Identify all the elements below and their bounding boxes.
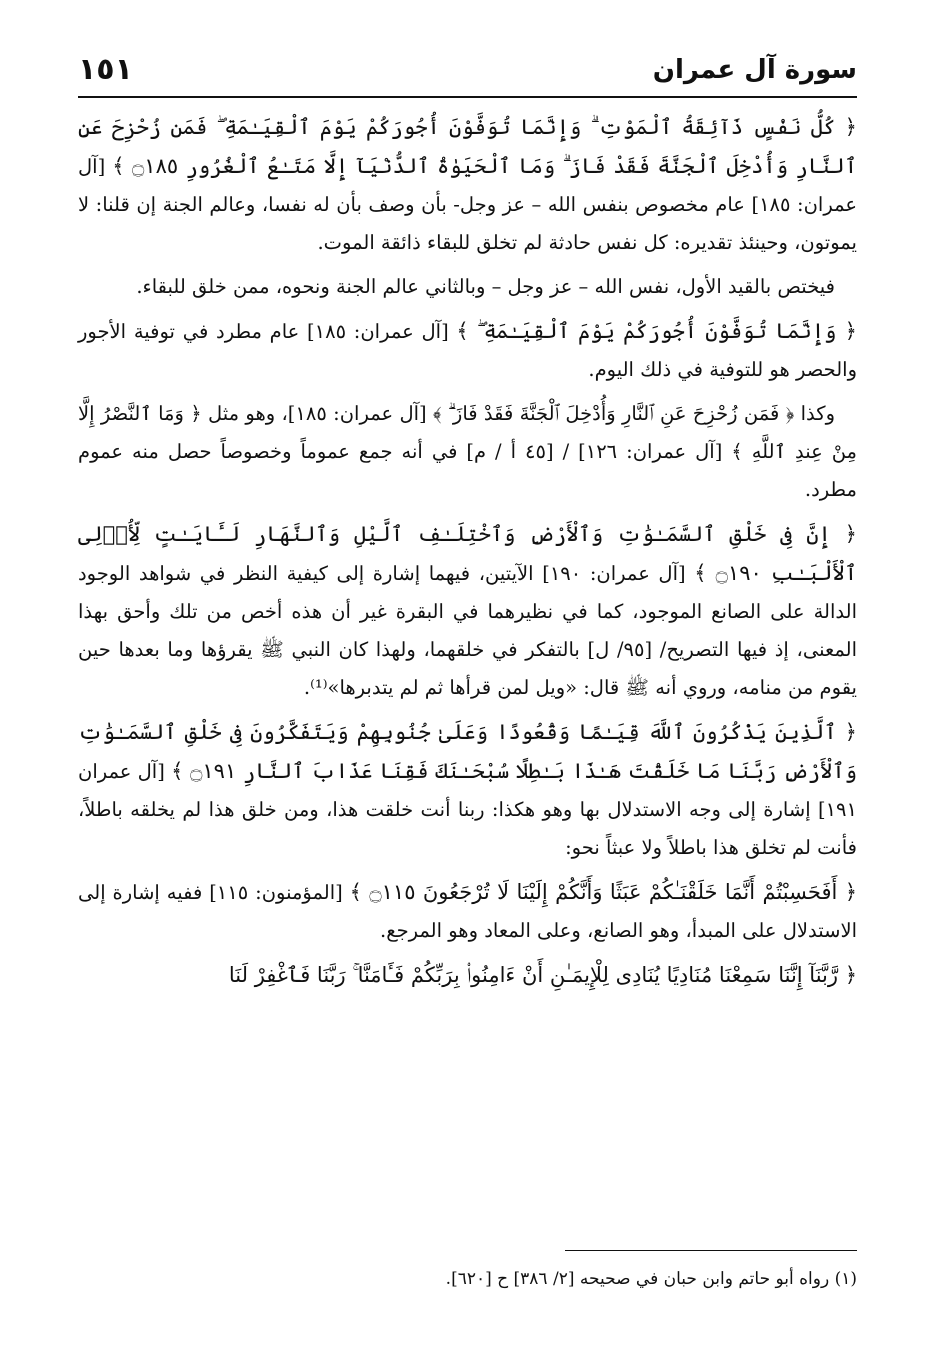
- commentary-text: فيختص بالقيد الأول، نفس الله – عز وجل – وبالثاني عالم الجنة ونحوه، ممن خلق للبقاء.: [136, 275, 835, 298]
- quran-verse: ﴿ ٱلَّذِينَ يَذْكُرُونَ ٱللَّهَ قِيَـٰمًا وَقُعُودًا وَعَلَىٰ جُنُوبِهِمْ وَيَتَفَكَّرُونَ فِى خَلْقِ ٱلسَّمَـٰوَٰتِ وَٱلْأَرْضِ رَبَّنَا مَا خَلَقْتَ هَـٰذَا بَـٰطِلًا سُبْحَـٰنَكَ فَقِنَا عَذَابَ ٱلنَّارِ ۝١٩١ ﴾: [78, 720, 857, 783]
- commentary-text: [المؤمنون: ١١٥] ففيه إشارة إلى الاستدلال على المبدأ، وهو الصانع، وعلى المعاد وهو المرجع.: [78, 881, 857, 942]
- page-number: ١٥١: [78, 52, 133, 87]
- quran-verse: ﴿ كُلُّ نَفْسٍ ذَآئِقَةُ ٱلْمَوْتِ ۗ وَإِنَّمَا تُوَفَّوْنَ أُجُورَكُمْ يَوْمَ ٱلْقِيَـٰمَةِ ۖ فَمَن زُحْزِحَ عَنِ ٱلنَّارِ وَأُدْخِلَ ٱلْجَنَّةَ فَقَدْ فَازَ ۗ وَمَا ٱلْحَيَوٰةُ ٱلدُّنْيَآ إِلَّا مَتَـٰعُ ٱلْغُرُورِ ۝١٨٥ ﴾: [78, 115, 857, 178]
- commentary-text: وكذا ﴿ فَمَن زُحْزِحَ عَنِ ٱلنَّارِ وَأُدْخِلَ ٱلْجَنَّةَ فَقَدْ فَازَ ۗ ﴾ [آل عمران: ١٨٥]، وهو مثل ﴿ وَمَا ٱلنَّصْرُ إِلَّا مِنْ عِندِ ٱللَّهِ ﴾ [آل عمران: ١٢٦] / [٤٥ أ / م] في أنه جمع عموماً وخصوصاً حصل منه عموم مطرد.: [78, 402, 858, 501]
- paragraph-5: [78, 515, 857, 707]
- quran-verse: ﴿ إِنَّ فِى خَلْقِ ٱلسَّمَـٰوَٰتِ وَٱلْأَرْضِ وَٱخْتِلَـٰفِ ٱلَّيْلِ وَٱلنَّهَارِ لَـَٔايَـٰتٍ لِّأُو۟لِى ٱلْأَلْبَـٰبِ ۝١٩٠ ﴾: [78, 522, 857, 585]
- paragraph-1: [78, 108, 857, 262]
- footnote: [78, 1264, 857, 1294]
- commentary-text: [آل عمران: ١٨٥] عام مخصوص بنفس الله – عز وجل- بأن وصف بأن له نفسا، وعالم الجنة إن قلنا: لا يموتون، وحينئذ تقديره: كل نفس حادثة لم تخلق للبقاء ذائقة الموت.: [78, 155, 857, 254]
- commentary-text: [آل عمران: ١٩٠] الآيتين، فيهما إشارة إلى كيفية النظر في شواهد الوجود الدالة على الصانع الموجود، كما في نظيرهما في البقرة غير أن هذه أخص من تلك وأحق بهذا المعنى، إذ فيها التصريح/ [٩٥/ ل] بالتفكر في خلقهما، ولهذا كان النبي ﷺ يقرؤها وما بعدها حين يقوم من منامه، وروي أنه ﷺ قال: «ويل لمن قرأها ثم لم يتدبرها»⁽¹⁾.: [78, 562, 857, 699]
- quran-verse: ﴿ وَإِنَّمَا تُوَفَّوْنَ أُجُورَكُمْ يَوْمَ ٱلْقِيَـٰمَةِ ۖ ﴾: [456, 319, 857, 343]
- paragraph-8: [78, 956, 857, 995]
- body-text: [78, 108, 857, 1001]
- paragraph-2: [78, 268, 857, 306]
- paragraph-3: [78, 312, 857, 389]
- paragraph-4: [78, 395, 857, 509]
- paragraph-7: [78, 873, 857, 950]
- header-divider: [78, 96, 857, 98]
- quran-verse: ﴿ أَفَحَسِبْتُمْ أَنَّمَا خَلَقْنَـٰكُمْ عَبَثًا وَأَنَّكُمْ إِلَيْنَا لَا تُرْجَعُونَ ۝١١٥ ﴾: [349, 880, 857, 904]
- page-header: [78, 40, 857, 92]
- quran-verse: ﴿ رَّبَّنَآ إِنَّنَا سَمِعْنَا مُنَادِيًا يُنَادِى لِلْإِيمَـٰنِ أَنْ ءَامِنُوا۟ بِرَبِّكُمْ فَـَٔامَنَّا ۚ رَبَّنَا فَٱغْفِرْ لَنَا: [228, 963, 857, 987]
- paragraph-6: [78, 713, 857, 867]
- commentary-text: [آل عمران: ١٨٥] عام مطرد في توفية الأجور والحصر هو للتوفية في ذلك اليوم.: [78, 320, 857, 381]
- commentary-text: [آل عمران ١٩١] إشارة إلى وجه الاستدلال بها وهو هكذا: ربنا أنت خلقت هذا، ومن خلق هذا لم يخلقه باطلاً، فأنت لم تخلق هذا باطلاً ولا عبثاً نحو:: [78, 760, 857, 859]
- footnote-divider: [565, 1250, 857, 1251]
- footnote-text: (١) رواه أبو حاتم وابن حبان في صحيحه [٢/ ٣٨٦] ح [٦٢٠].: [445, 1269, 857, 1289]
- surah-title: سورة آل عمران: [652, 55, 857, 85]
